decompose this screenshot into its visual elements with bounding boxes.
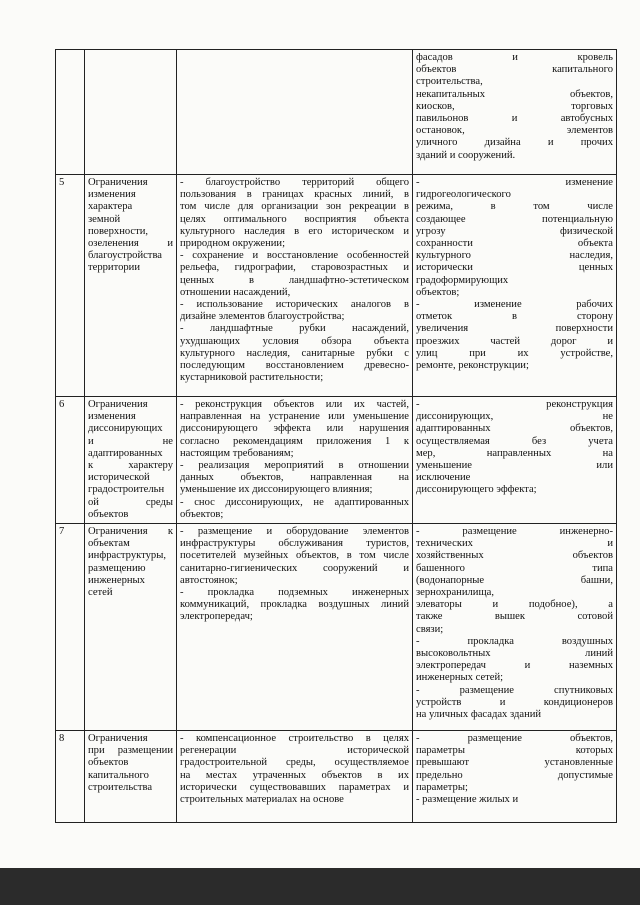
text-line: объектов [88,508,129,520]
text-line: при размещении [88,745,173,757]
prohibited-works-cell [413,175,617,397]
scan-bottom-edge [0,868,640,905]
text-line: высоковольтных линий [416,648,613,660]
text-line: улиц при их устройстве, [416,347,613,359]
text-line: проезжих частей дорог и [416,335,613,347]
text-line: - размещение объектов, [416,733,613,744]
text-line: культурного наследия в его историческом и [180,225,409,237]
text-line: угрозу физической [416,225,613,237]
row-number: 5 [56,175,85,397]
text-line: зданий и сооружений. [416,149,516,161]
text-line: (водонапорные башни, [416,574,613,586]
text-line: - снос диссонирующих, не адаптированных [180,496,409,508]
text-line: поверхности, [88,225,149,237]
prohibited-works-cell [413,397,617,524]
text-line: - благоустройство территорий общего [180,177,409,188]
text-line: элеваторы и подобное), а [416,599,613,611]
text-line: коммуникаций, прокладка воздушных линий [180,599,409,611]
text-line: инфраструктуры, [88,550,166,562]
text-line: Ограничения к [88,526,173,537]
text-line: размещению [88,562,146,574]
restriction-name-cell [85,731,177,823]
text-line: адаптированных объектов, [416,423,613,435]
restriction-name-cell [85,524,177,731]
text-line: инженерных сетей; [416,672,504,684]
text-line: к характеру [88,460,173,472]
permitted-works-cell [177,731,413,823]
text-line: павильонов и автобусных [416,113,613,125]
permitted-works-cell [177,397,413,524]
text-line: культурного наследия, санитарные рубки с [180,347,409,359]
text-line: ой среды [88,496,173,508]
text-line: Ограничения [88,177,148,188]
text-line: - размещение спутниковых [416,684,613,696]
text-line: - реконструкция объектов или их частей, [180,399,409,410]
text-line: параметры которых [416,745,613,757]
text-line: посетителей музейных объектов, в том числе [180,550,409,562]
restriction-name-cell [85,397,177,524]
text-line: киосков, торговых [416,100,613,112]
text-line: Ограничения [88,733,148,744]
text-line: данных объектов, направленная на [180,472,409,484]
text-line: природном окружении; [180,238,286,250]
row-number [56,50,85,175]
text-line: некапитальных объектов, [416,88,613,100]
text-line: уменьшение их диссонирующего влияния; [180,484,373,496]
permitted-works-cell [177,524,413,731]
text-line: исключение [416,472,471,484]
text-line: ухудшающих условия обзора объекта [180,335,409,347]
text-line: объектам [88,538,130,550]
table-row [56,175,617,397]
text-line: - размещение жилых и [416,794,519,806]
text-line: озеленения и [88,238,173,250]
text-line: земной [88,213,121,225]
text-line: связи; [416,623,444,635]
text-line: осуществляемая без учета [416,435,613,447]
text-line: электропередач; [180,611,253,623]
text-line: адаптированных [88,447,163,459]
text-line: башенного типа [416,562,613,574]
text-line: - компенсационное строительство в целях [180,733,409,744]
permitted-works-cell [177,50,413,175]
text-line: согласно рекомендациям приложения 1 к [180,435,409,447]
text-line: дизайне элементов благоустройства; [180,311,345,323]
text-line: целях оптимального восприятия объекта [180,213,409,225]
text-line: технических и [416,538,613,550]
text-line: рельефа, гидрографии, старовозрастных и [180,262,409,274]
text-line: кустарниковой растительности; [180,372,324,384]
text-line: - ландшафтные рубки насаждений, [180,323,409,335]
text-line: объектов капитального [416,64,613,76]
text-line: отношении насаждений, [180,286,291,298]
text-line: - прокладка подземных инженерных [180,587,409,599]
text-line: создающее потенциальную [416,213,613,225]
text-line: гидрогеологического [416,189,511,201]
prohibited-works-cell [413,731,617,823]
text-line: инфраструктуры обслуживания туристов, [180,538,409,550]
text-line: - изменение рабочих [416,299,613,311]
text-line: уличного дизайна и прочих [416,137,613,149]
text-line: диссонирующих [88,423,163,435]
text-line: сохранности объекта [416,238,613,250]
text-line: градоформирующих [416,274,509,286]
text-line: - использование исторических аналогов в [180,299,409,311]
text-line: диссонирующего эффекта; [416,484,537,496]
text-line: исторически ценных [416,262,613,274]
text-line: фасадов и кровель [416,52,613,63]
text-line: - прокладка воздушных [416,635,613,647]
text-line: ценных в ландшафтно-эстетическом [180,274,409,286]
text-line: изменения [88,189,136,201]
text-line: хозяйственных объектов [416,550,613,562]
text-line: объектов [88,757,129,769]
text-line: мер, направленных на [416,447,613,459]
prohibited-works-cell [413,50,617,175]
text-line: параметры; [416,781,468,793]
text-line: сетей [88,587,113,599]
text-line: объектов; [180,508,224,520]
text-line: предельно допустимые [416,769,613,781]
text-line: - сохранение и восстановление особенностей [180,250,409,262]
text-line: ремонте, реконструкции; [416,360,529,372]
text-line: строительства [88,781,153,793]
text-line: капитального [88,769,149,781]
text-line: - реконструкция [416,399,613,410]
text-line: режима, в том числе [416,201,613,213]
text-line: отметок в сторону [416,311,613,323]
text-line: направленная на устранение или уменьшение [180,411,409,423]
text-line: санитарно-гигиенических сооружений и [180,562,409,574]
text-line: исторически существовавших параметрах и [180,781,409,793]
text-line: устройств и кондиционеров [416,696,613,708]
text-line: изменения [88,411,136,423]
text-line: превышают установленные [416,757,613,769]
restriction-name-cell [85,50,177,175]
text-line: электропередач и наземных [416,660,613,672]
text-line: настоящим требованиям; [180,447,294,459]
text-line: также вышек сотовой [416,611,613,623]
text-line: автостоянок; [180,574,238,586]
text-line: последующим восстановлением древесно- [180,360,409,372]
text-line: на уличных фасадах зданий [416,709,542,721]
text-line: характера [88,201,133,213]
text-line: исторической [88,472,150,484]
permitted-works-cell [177,175,413,397]
table-row [56,397,617,524]
text-line: зернохранилища, [416,587,494,599]
text-line: остановок, элементов [416,125,613,137]
text-line: регенерации исторической [180,745,409,757]
text-line: Ограничения [88,399,148,410]
table-row [56,50,617,175]
text-line: уменьшение или [416,460,613,472]
text-line: и не [88,435,173,447]
restrictions-table [55,49,617,823]
text-line: строительных материалах на основе [180,794,344,806]
text-line: благоустройства [88,250,163,262]
text-line: - изменение [416,177,613,188]
text-line: объектов; [416,286,460,298]
text-line: увеличения поверхности [416,323,613,335]
text-line: - размещение инженерно- [416,526,613,537]
text-line: градостроительн [88,484,165,496]
table-row [56,731,617,823]
row-number: 6 [56,397,85,524]
text-line: - реализация мероприятий в отношении [180,460,409,472]
text-line: пользования в границах красных линий, в [180,189,409,201]
text-line: территории [88,262,141,274]
row-number: 7 [56,524,85,731]
text-line: на местах утраченных объектов в их [180,769,409,781]
text-line: - размещение и оборудование элементов [180,526,409,537]
table-body [56,50,617,823]
text-line: строительства, [416,76,483,88]
restriction-name-cell [85,175,177,397]
text-line: диссонирующего эффекта или нарушения [180,423,409,435]
row-number: 8 [56,731,85,823]
table-row [56,524,617,731]
text-line: культурного наследия, [416,250,613,262]
text-line: диссонирующих, не [416,411,613,423]
text-line: градостроительной среды, осуществляемое [180,757,409,769]
prohibited-works-cell [413,524,617,731]
text-line: инженерных [88,574,145,586]
text-line: том числе для организации зон рекреации в [180,201,409,213]
